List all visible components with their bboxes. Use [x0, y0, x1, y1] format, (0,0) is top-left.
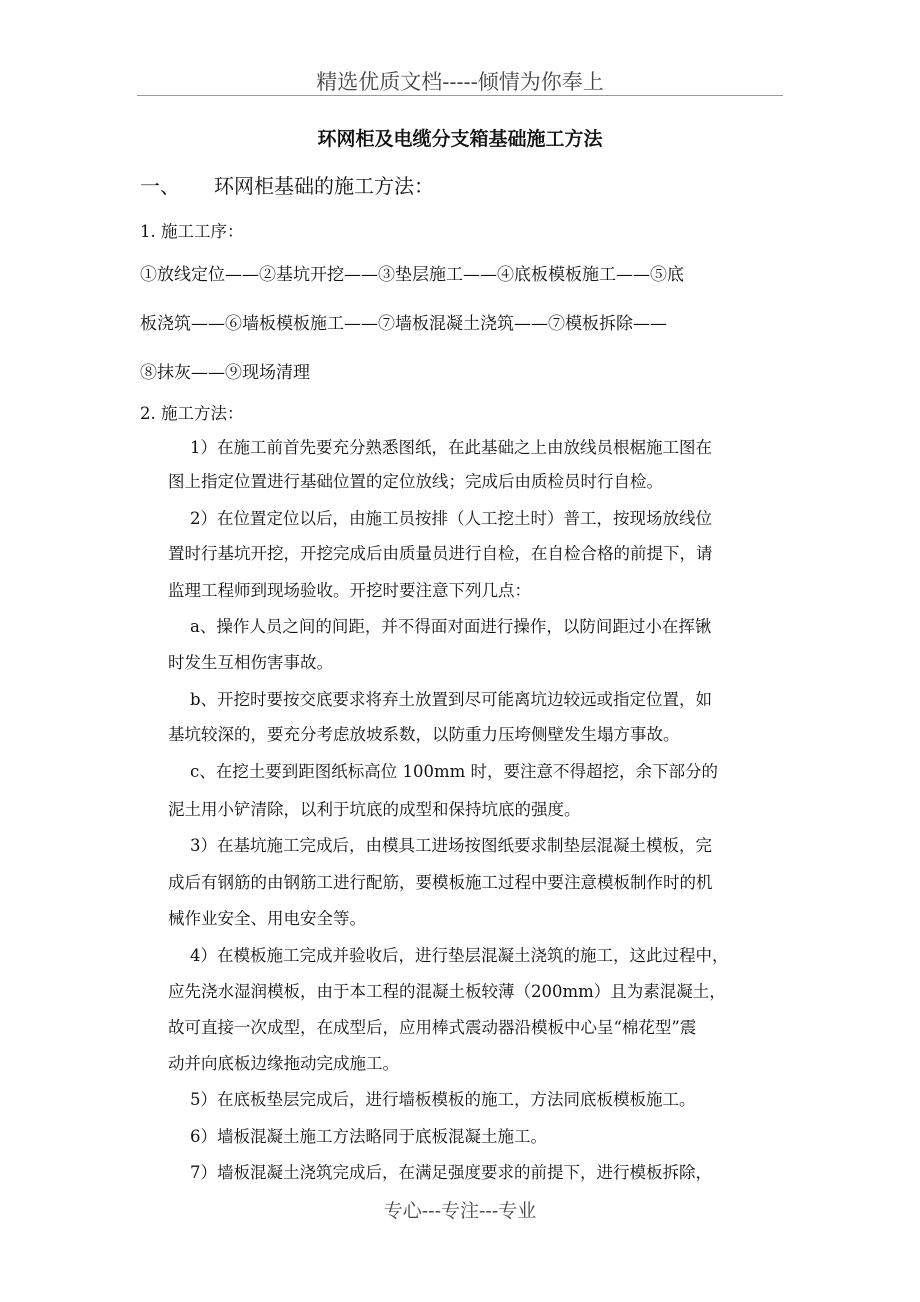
text-line: 监理工程师到现场验收。开挖时要注意下列几点：	[168, 581, 531, 600]
text-line: 2. 施工方法：	[140, 404, 244, 423]
text-line: 板浇筑——⑥墙板模板施工——⑦墙板混凝土浇筑——⑦模板拆除——	[140, 314, 667, 334]
text-line: 2）在位置定位以后，由施工员按排（人工挖土时）普工，按现场放线位	[190, 509, 712, 528]
document-title: 环网柜及电缆分支箱基础施工方法	[317, 128, 603, 150]
text-line: b、开挖时要按交底要求将弃土放置到尽可能离坑边较远或指定位置，如	[190, 690, 713, 709]
text-line: 图上指定位置进行基础位置的定位放线；完成后由质检员时行自检。	[168, 472, 663, 491]
page-header: 精选优质文档-----倾情为你奉上	[316, 70, 604, 94]
text-line: 1）在施工前首先要充分熟悉图纸，在此基础之上由放线员根椐施工图在	[190, 438, 712, 457]
text-line: 基坑较深的，要充分考虑放坡系数，以防重力压垮侧壁发生塌方事故。	[168, 725, 680, 744]
header-rule	[137, 95, 783, 96]
text-line: 泥土用小铲清除，以利于坑底的成型和保持坑底的强度。	[168, 800, 581, 819]
section-heading	[140, 170, 434, 199]
text-line: 时发生互相伤害事故。	[168, 653, 333, 672]
text-line: a、操作人员之间的间距，并不得面对面进行操作，以防间距过小在挥锹	[190, 617, 712, 636]
text-line: ⑧抹灰——⑨现场清理	[140, 363, 310, 383]
text-line: 7）墙板混凝土浇筑完成后，在满足强度要求的前提下，进行模板拆除，	[190, 1163, 712, 1182]
text-line: c、在挖土要到距图纸标高位 100mm 时，要注意不得超挖，余下部分的	[190, 762, 719, 781]
text-line: 故可直接一次成型，在成型后，应用棒式震动器沿模板中心呈“棉花型”震	[168, 1018, 697, 1037]
text-line: 1. 施工工序：	[140, 222, 244, 241]
text-line: 械作业安全、用电安全等。	[168, 909, 366, 928]
page-footer: 专心---专注---专业	[383, 1200, 537, 1222]
text-line: 成后有钢筋的由钢筋工进行配筋，要模板施工过程中要注意模板制作时的机	[168, 873, 713, 892]
section-number: 一、	[140, 174, 180, 198]
text-line: 动并向底板边缘拖动完成施工。	[168, 1054, 399, 1073]
text-line: 置时行基坑开挖，开挖完成后由质量员进行自检，在自检合格的前提下，请	[168, 544, 713, 563]
text-line: 5）在底板垫层完成后，进行墙板模板的施工，方法同底板模板施工。	[190, 1090, 696, 1109]
text-line: 4）在模板施工完成并验收后，进行垫层混凝土浇筑的施工，这此过程中，	[190, 946, 729, 965]
section-text: 环网柜基础的施工方法：	[214, 174, 434, 198]
text-line: ①放线定位——②基坑开挖——③垫层施工——④底板模板施工——⑤底	[140, 265, 684, 285]
text-line: 3）在基坑施工完成后，由模具工进场按图纸要求制垫层混凝土模板，完	[190, 836, 712, 855]
text-line: 应先浇水湿润模板，由于本工程的混凝土板较薄（200mm）且为素混凝土，	[168, 982, 726, 1001]
text-line: 6）墙板混凝土施工方法略同于底板混凝土施工。	[190, 1127, 547, 1146]
